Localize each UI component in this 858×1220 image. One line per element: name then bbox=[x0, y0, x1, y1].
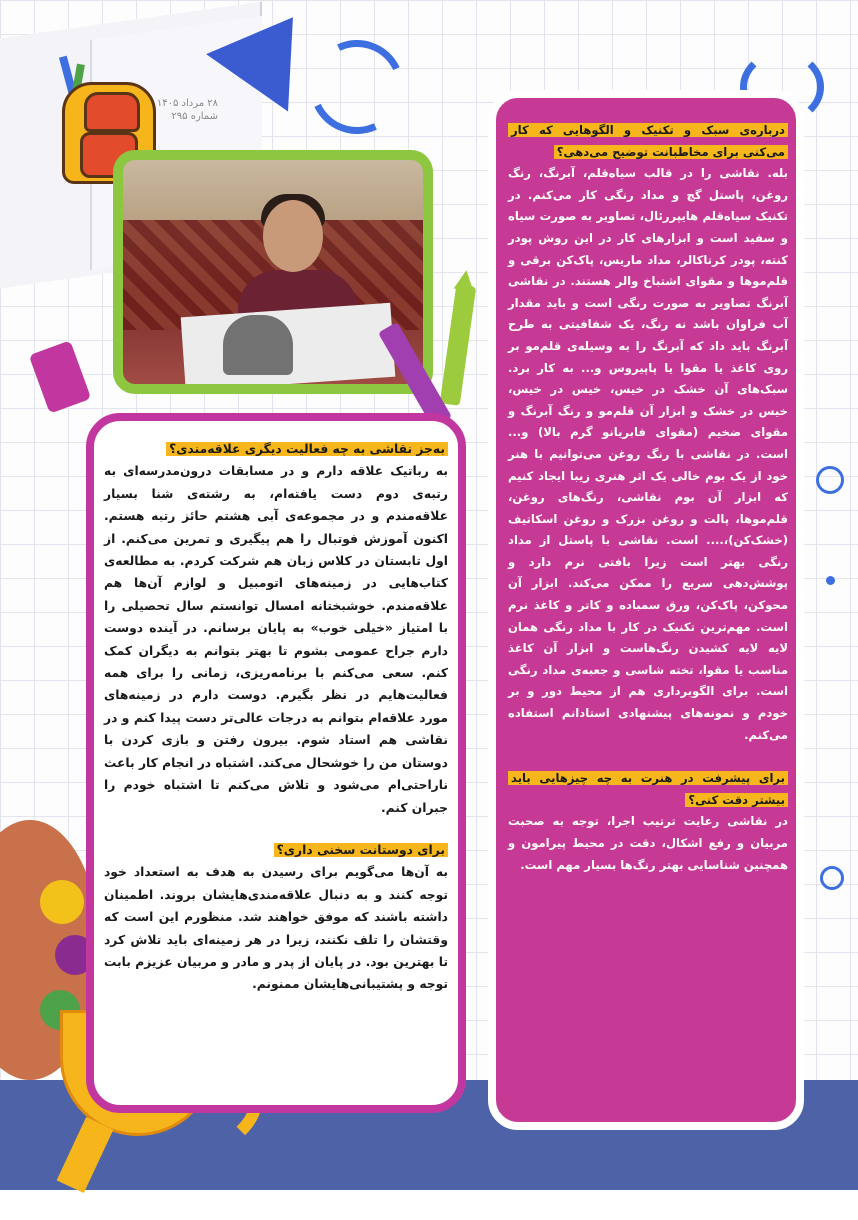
question-highlight: به‌جز نقاشی به چه فعالیت دیگری علاقه‌مندی؟ bbox=[166, 442, 448, 456]
question-progress bbox=[508, 768, 788, 811]
dot-decoration bbox=[826, 576, 835, 585]
issue-info bbox=[154, 97, 218, 123]
question-highlight: برای پیشرفت در هنرت به چه چیزهایی باید بیشتر دقت کنی؟ bbox=[508, 771, 788, 807]
question-other-activities bbox=[104, 438, 448, 460]
backpack-flap bbox=[84, 92, 140, 132]
issue-date: ۲۸ مرداد ۱۴۰۵ bbox=[156, 98, 218, 109]
spacer bbox=[508, 746, 788, 768]
answer-other-activities: به رباتیک علاقه دارم و در مسابقات درون‌مدرسه‌ای به رتبه‌ی دوم دست یافته‌ام، به رشته‌ی شنا بسیار علاقه‌مندم و در مجموعه‌ی آبی هشتم حائز رتبه هستم. اکنون آموزش فوتبال را هم پیگیری و تمرین می‌کنم. از اول تابستان در کلاس زبان هم شرکت کردم. به مطالعه‌ی کتاب‌هایی در زمینه‌های اتومبیل و لوازم آن‌ها هم علاقه‌مندم. خوشبختانه امسال توانستم سال تحصیلی را با امتیاز «خیلی خوب» به پایان برسانم. در آینده دوست دارم جراح عمومی بشوم تا بهتر بتوانم به دیگران کمک کنم. سعی می‌کنم با برنامه‌ریزی، زمانی را برای همه فعالیت‌هایم در نظر بگیرم. دوست دارم در زمینه‌های مورد علاقه‌ام بتوانم به درجات عالی‌تر دست پیدا کنم و در نقاشی هم استاد شوم. بیرون رفتن و بازی کردن با دوستان من را خوشحال می‌کند. اشتباه در انجام کار باعث ناراحتی‌ام می‌شود و تلاش می‌کنم تا اشتباه خودم را جبران کنم. bbox=[104, 464, 448, 815]
issue-number: شماره ۲۹۵ bbox=[171, 111, 218, 122]
green-crayon-icon bbox=[440, 284, 477, 406]
question-style-technique bbox=[508, 120, 788, 163]
answer-style-technique: بله. نقاشی را در قالب سیاه‌قلم، آبرنگ، رنگ روغن، پاستل گچ و مداد رنگی کار می‌کنم. در تکنیک سیاه‌قلم هایپررئال، تصاویر به صورت سیاه و سفید است و ابزارهای کار در این روش پودر کنته، پودر کرتاکالر، مداد ماریس، پاک‌کن برقی و قلم‌موها و مقوای اشتباخ والر هستند. در نقاشی آبرنگ تصاویر به صورت رنگی است و باید مقدار آب فراوان باشد نه رنگ، یک شفافیتی به طرح آبرنگ باید داد که آبرنگ را به وسیله‌ی قلم‌مو بر روی کاغذ یا مقوا یا پاپیروس و... به کار برد. سبک‌های آن خشک در خیس، خیس در خیس، خیس در خشک و ابزار آن قلم‌مو و رنگ آبرنگ و مقوای ضخیم (مقوای فابریانو گرم بالا) و... است. در نقاشی با رنگ روغن می‌توانیم با هنر خود از یک بوم خالی یک اثر هنری زیبا ایجاد کنیم که ابزار آن بوم نقاشی، رنگ‌های روغن، قلم‌موها، پالت و روغن بزرک و روغن اسکاتیف (خشک‌کن)،.... است. نقاشی با پاستل از مداد رنگی بهتر است زیرا بافتی نرم دارد و پوشش‌دهی سریع را ممکن می‌کند. ابزار آن محوکن، پاک‌کن، ورق سمباده و کاتر و کاغذ نرم است. مهم‌ترین تکنیک در کار با مداد رنگی همان لایه لایه کشیدن رنگ‌هاست و ابزار آن کاغذ مناسب یا مقوا، تخته شاسی و جعبه‌ی مداد رنگی است. برای الگوبرداری هم از محیط دور و بر خودم و نمونه‌های پیشنهادی استادانم استفاده می‌کنم. bbox=[508, 166, 788, 742]
palette-yellow-paint bbox=[40, 880, 84, 924]
bottom-white-strip bbox=[0, 1190, 858, 1220]
answer-message-friends: به آن‌ها می‌گویم برای رسیدن به هدف به استعداد خود توجه کنند و به دنبال علاقه‌مندی‌هایشان بروند. اطمینان داشته باشند که موفق خواهند شد. منظورم این است که وقتشان را تلف نکنند، زیرا در هر زمینه‌ای باید تلاش کرد تا بهترین بود. در پایان از پدر و مادر و مربیان عزیزم بابت توجه و پشتیبانی‌هایشان ممنونم. bbox=[104, 865, 448, 992]
question-message-friends bbox=[104, 839, 448, 861]
spacer bbox=[104, 819, 448, 839]
circle-decoration-small bbox=[820, 866, 844, 890]
question-highlight: درباره‌ی سبک و تکنیک و الگوهایی که کار می‌کنی برای مخاطبانت توضیح می‌دهی؟ bbox=[508, 123, 788, 159]
artist-photo bbox=[123, 160, 423, 384]
question-highlight: برای دوستانت سخنی داری؟ bbox=[274, 843, 448, 857]
circle-decoration bbox=[816, 466, 844, 494]
photo-portrait-drawing bbox=[223, 315, 293, 375]
photo-boy-head bbox=[263, 200, 323, 272]
binder-clip-icon bbox=[29, 340, 92, 413]
left-card-text bbox=[104, 438, 448, 996]
answer-progress: در نقاشی رعایت ترتیب اجرا، توجه به صحبت مربیان و رفع اشکال، دقت در محیط پیرامون و همچنین شناسایی بهتر رنگ‌ها بسیار مهم است. bbox=[508, 814, 788, 872]
right-card-text bbox=[508, 120, 788, 876]
